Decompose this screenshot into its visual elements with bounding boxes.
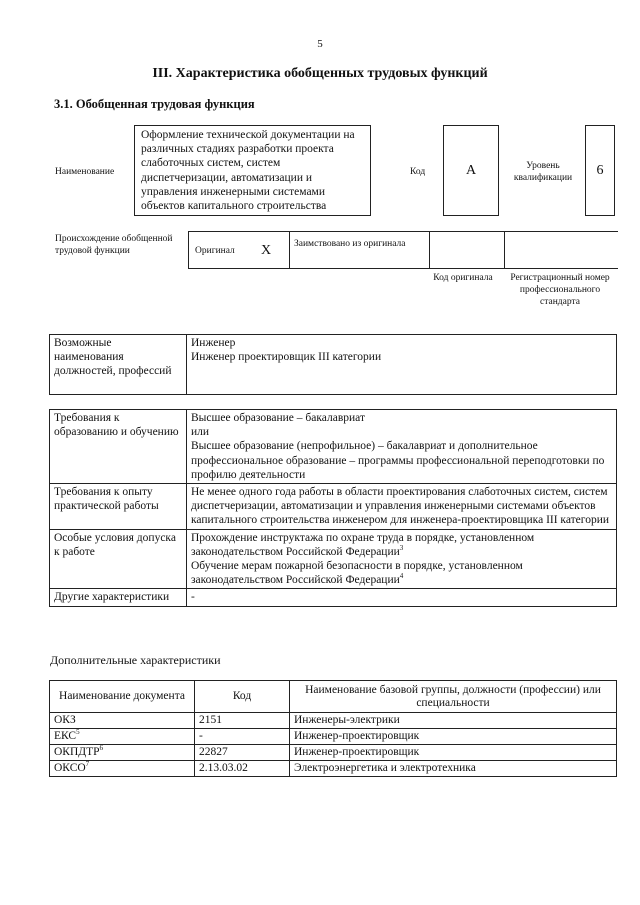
- other-value: -: [187, 589, 617, 606]
- level-value: 6: [585, 125, 615, 216]
- original-label: Оригинал: [195, 246, 235, 256]
- header-code: Код: [195, 681, 290, 713]
- origin-label: Происхождение обобщенной трудовой функции: [55, 234, 173, 256]
- function-name-value: Оформление технической документации на различных стадиях разработки проекта слаботочных систем, систем диспетчеризации, автоматизации и управления инженерными системами объектов капитального строительства: [134, 125, 371, 216]
- doc-cell: ОКСО$^7$: [50, 761, 195, 777]
- name-label: Наименование: [55, 167, 115, 177]
- position-item: Инженер проектировщик III категории: [191, 351, 382, 364]
- code-label: Код: [410, 167, 426, 177]
- header-name: Наименование базовой группы, должности (профессии) или специальности: [290, 681, 617, 713]
- borrowed-label: Заимствовано из оригинала: [294, 239, 406, 249]
- experience-label: Требования к опыту практической работы: [50, 484, 187, 530]
- admission-label: Особые условия допуска к работе: [50, 529, 187, 589]
- footnote-mark: 3: [399, 544, 404, 552]
- code-original-caption: Код оригинала: [433, 273, 493, 283]
- admission-line: Прохождение инструктажа по охране труда в порядке, установленном законодательством Российской Федерации$^3$: [191, 531, 535, 558]
- code-cell: 22827: [195, 745, 290, 761]
- code-cell: -: [195, 729, 290, 745]
- education-value: [187, 410, 617, 484]
- education-label: Требования к образованию и обучению: [50, 410, 187, 484]
- positions-values: [187, 335, 617, 395]
- section-title: III. Характеристика обобщенных трудовых функций: [152, 66, 488, 81]
- subsection-title: 3.1. Обобщенная трудовая функция: [54, 97, 255, 111]
- name-cell: Инженер-проектировщик: [290, 729, 617, 745]
- page-number: 5: [317, 38, 323, 50]
- position-item: Инженер: [191, 337, 236, 349]
- code-cell: 2.13.03.02: [195, 761, 290, 777]
- table-row: [50, 729, 617, 745]
- name-cell: Инженер-проектировщик: [290, 745, 617, 761]
- reg-number-caption: Регистрационный номер профессионального стандарта: [510, 273, 610, 307]
- experience-value: Не менее одного года работы в области проектирования слаботочных систем, систем диспетчеризации, автоматизации и управления инженерными системами объектов капитального строительства инженером для инженера-проектировщика III категории: [187, 484, 617, 530]
- education-line: Высшее образование (непрофильное) – бакалавриат и дополнительное профессиональное образование – программы профессиональной переподготовки по профилю деятельности: [191, 440, 605, 481]
- origin-box: [188, 231, 618, 269]
- doc-cell: ОКПДТР$^6$: [50, 745, 195, 761]
- level-label: Уровень квалификации: [513, 161, 573, 183]
- education-line: или: [191, 426, 210, 439]
- other-label: Другие характеристики: [50, 589, 187, 606]
- admission-value: [187, 529, 617, 589]
- header-document: Наименование документа: [50, 681, 195, 713]
- education-line: Высшее образование – бакалавриат: [191, 412, 365, 424]
- name-cell: Инженеры-электрики: [290, 713, 617, 729]
- doc-cell: ЕКС$^5$: [50, 729, 195, 745]
- doc-cell: ОКЗ: [50, 713, 195, 729]
- code-cell: 2151: [195, 713, 290, 729]
- additional-table: [49, 680, 617, 777]
- name-cell: Электроэнергетика и электротехника: [290, 761, 617, 777]
- footnote-mark: 4: [399, 572, 404, 581]
- table-row: [50, 761, 617, 777]
- additional-title: Дополнительные характеристики: [50, 653, 221, 667]
- original-mark: X: [261, 243, 272, 258]
- table-row: [50, 713, 617, 729]
- admission-line: Обучение мерам пожарной безопасности в порядке, установленном законодательством Российской Федерации$^4$: [191, 560, 523, 587]
- positions-table: [49, 334, 617, 395]
- table-row: [50, 745, 617, 761]
- code-value: A: [443, 125, 499, 216]
- positions-label: Возможные наименования должностей, профессий: [50, 335, 187, 395]
- requirements-table: [49, 409, 617, 607]
